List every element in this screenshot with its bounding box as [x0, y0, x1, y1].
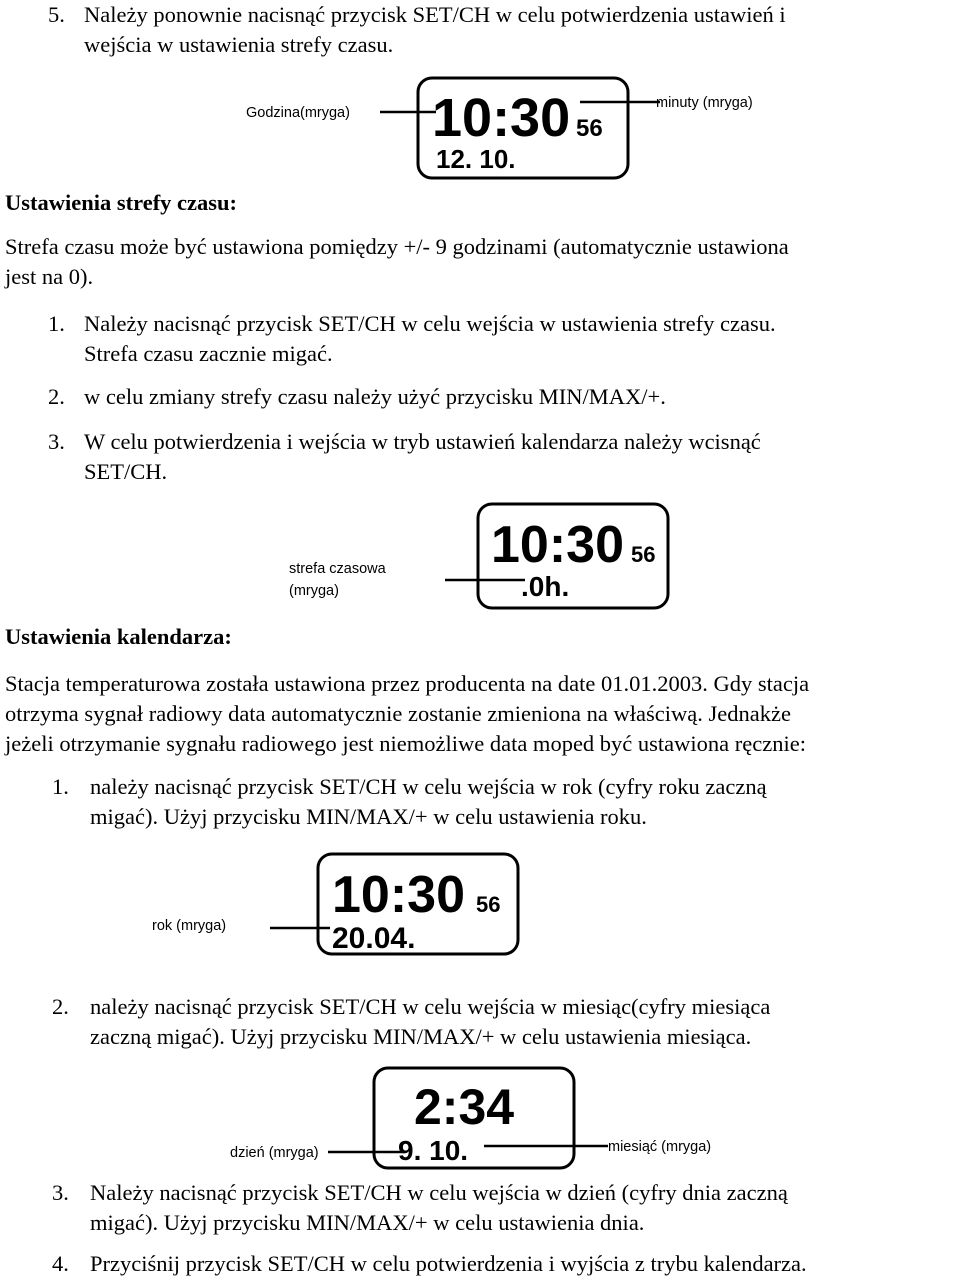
lcd-time: 10:30 [432, 88, 571, 148]
timezone-step-2-line-1: w celu zmiany strefy czasu należy użyć przycisku MIN/MAX/+. [84, 384, 666, 409]
year-label: rok (mryga) [152, 918, 227, 934]
timezone-label: strefa czasowa [289, 561, 386, 577]
calendar-step-1-number: 1. [52, 774, 69, 799]
timezone-step-1-line-2: Strefa czasu zacznie migać. [84, 341, 333, 366]
calendar-step-1-line-1: należy nacisnąć przycisk SET/CH w celu wejścia w rok (cyfry roku zaczną [90, 774, 767, 799]
calendar-step-2-number: 2. [52, 994, 69, 1019]
calendar-step-2-line-2: zaczną migać). Użyj przycisku MIN/MAX/+ w celu ustawienia miesiąca. [90, 1024, 752, 1049]
timezone-intro-line-2: jest na 0). [5, 264, 94, 289]
step-5-line-2: wejścia w ustawienia strefy czasu. [84, 32, 394, 57]
lcd-seconds: 56 [576, 115, 603, 142]
day-label: dzień (mryga) [230, 1145, 319, 1161]
lcd-timezone-value: .0h. [521, 571, 570, 602]
lcd-date: 9. 10. [398, 1135, 469, 1166]
timezone-intro-line-1: Strefa czasu może być ustawiona pomiędzy +/- 9 godzinami (automatycznie ustawiona [5, 234, 789, 259]
month-label: miesiąć (mryga) [608, 1139, 712, 1155]
lcd-figure-day-month [228, 1062, 712, 1172]
calendar-step-2-line-1: należy nacisnąć przycisk SET/CH w celu wejścia w miesiąc(cyfry miesiąca [90, 994, 771, 1019]
lcd-figure-hour-minute [240, 72, 753, 182]
timezone-heading: Ustawienia strefy czasu: [5, 190, 238, 215]
calendar-intro-line-1: Stacja temperaturowa została ustawiona przez producenta na date 01.01.2003. Gdy stacja [5, 671, 810, 696]
calendar-heading: Ustawienia kalendarza: [5, 624, 232, 649]
calendar-step-3-number: 3. [52, 1180, 69, 1205]
timezone-step-3-number: 3. [48, 429, 65, 454]
lcd-year: 20.04. [332, 922, 416, 955]
lcd-time: 2:34 [414, 1079, 515, 1135]
lcd-time: 10:30 [332, 866, 465, 924]
timezone-step-1-number: 1. [48, 311, 65, 336]
timezone-label-blink: (mryga) [289, 583, 339, 599]
hour-label: Godzina(mryga) [246, 105, 350, 121]
timezone-step-3-line-2: SET/CH. [84, 459, 168, 484]
timezone-step-1-line-1: Należy nacisnąć przycisk SET/CH w celu wejścia w ustawienia strefy czasu. [84, 311, 776, 336]
timezone-step-2-number: 2. [48, 384, 65, 409]
lcd-figure-timezone [285, 498, 685, 613]
lcd-time: 10:30 [491, 516, 624, 574]
lcd-figure-year [150, 848, 550, 958]
timezone-step-3-line-1: W celu potwierdzenia i wejścia w tryb ustawień kalendarza należy wcisnąć [84, 429, 761, 454]
minute-label: minuty (mryga) [656, 95, 753, 111]
step-5-line-1: Należy ponownie nacisnąć przycisk SET/CH w celu potwierdzenia ustawień i [84, 2, 786, 27]
calendar-intro-line-2: otrzyma sygnał radiowy data automatycznie zostanie zmieniona na właściwą. Jednakże [5, 701, 791, 726]
calendar-step-1-line-2: migać). Użyj przycisku MIN/MAX/+ w celu ustawienia roku. [90, 804, 647, 829]
step-5-number: 5. [48, 2, 65, 27]
calendar-step-4-number: 4. [52, 1251, 69, 1276]
calendar-step-3-line-1: Należy nacisnąć przycisk SET/CH w celu wejścia w dzień (cyfry dnia zaczną [90, 1180, 788, 1205]
lcd-seconds: 56 [476, 892, 501, 917]
calendar-step-4-line-1: Przyciśnij przycisk SET/CH w celu potwierdzenia i wyjścia z trybu kalendarza. [90, 1251, 807, 1276]
calendar-intro-line-3: jeżeli otrzymanie sygnału radiowego jest niemożliwe data moped być ustawiona ręcznie: [5, 731, 806, 756]
calendar-step-3-line-2: migać). Użyj przycisku MIN/MAX/+ w celu ustawienia dnia. [90, 1210, 645, 1235]
lcd-date: 12. 10. [436, 144, 516, 174]
lcd-seconds: 56 [631, 542, 656, 567]
